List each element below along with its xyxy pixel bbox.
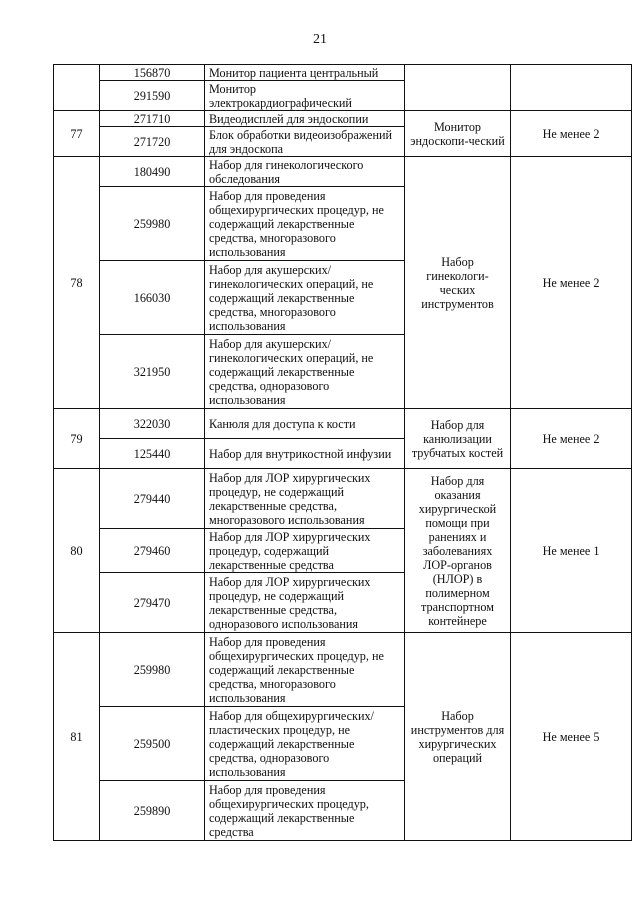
table-row (54, 65, 632, 81)
item-name: Канюля для доступа к кости (205, 409, 405, 439)
item-name: Набор для гинекологического обследования (205, 157, 405, 187)
item-code: 271720 (100, 127, 205, 157)
item-code: 279460 (100, 529, 205, 573)
item-name: Монитор электрокардиографический (205, 81, 405, 111)
item-name: Набор для проведения общехирургических процедур, не содержащий лекарственные средства, многоразового использования (205, 187, 405, 261)
row-number: 79 (54, 409, 100, 469)
item-name: Набор для ЛОР хирургических процедур, не содержащий лекарственные средства, одноразового использования (205, 573, 405, 633)
item-code: 271710 (100, 111, 205, 127)
item-code: 321950 (100, 335, 205, 409)
group-name: Набор для канюлизации трубчатых костей (405, 409, 511, 469)
item-name: Набор для акушерских/гинекологических операций, не содержащий лекарственные средства, многоразового использования (205, 261, 405, 335)
row-number: 81 (54, 633, 100, 841)
item-name: Набор для проведения общехирургических процедур, не содержащий лекарственные средства, многоразового использования (205, 633, 405, 707)
group-name: Набор гинекологи-ческих инструментов (405, 157, 511, 409)
item-code: 166030 (100, 261, 205, 335)
quantity (511, 65, 632, 111)
item-code: 259890 (100, 781, 205, 841)
group-name: Набор для оказания хирургической помощи при ранениях и заболеваниях ЛОР-органов (НЛОР) в полимерном транспортном контейнере (405, 469, 511, 633)
item-code: 279440 (100, 469, 205, 529)
quantity: Не менее 2 (511, 409, 632, 469)
table-row (54, 111, 632, 127)
group-name: Набор инструментов для хирургических операций (405, 633, 511, 841)
item-code: 259980 (100, 633, 205, 707)
item-code: 125440 (100, 439, 205, 469)
table-row (54, 157, 632, 187)
quantity: Не менее 1 (511, 469, 632, 633)
item-code: 322030 (100, 409, 205, 439)
item-name: Набор для внутрикостной инфузии (205, 439, 405, 469)
item-code: 259500 (100, 707, 205, 781)
quantity: Не менее 5 (511, 633, 632, 841)
item-code: 279470 (100, 573, 205, 633)
item-code: 291590 (100, 81, 205, 111)
table-row (54, 633, 632, 707)
page-number: 21 (313, 32, 327, 47)
quantity: Не менее 2 (511, 157, 632, 409)
item-name: Блок обработки видеоизображений для эндоскопа (205, 127, 405, 157)
item-name: Набор для акушерских/гинекологических операций, не содержащий лекарственные средства, одноразового использования (205, 335, 405, 409)
group-name: Монитор эндоскопи-ческий (405, 111, 511, 157)
item-code: 180490 (100, 157, 205, 187)
item-name: Набор для ЛОР хирургических процедур, не содержащий лекарственные средства, многоразового использования (205, 469, 405, 529)
item-name: Видеодисплей для эндоскопии (205, 111, 405, 127)
row-number (54, 65, 100, 111)
item-name: Набор для проведения общехирургических процедур, содержащий лекарственные средства (205, 781, 405, 841)
item-code: 156870 (100, 65, 205, 81)
table-row (54, 469, 632, 529)
group-name (405, 65, 511, 111)
item-name: Набор для ЛОР хирургических процедур, содержащий лекарственные средства (205, 529, 405, 573)
quantity: Не менее 2 (511, 111, 632, 157)
row-number: 80 (54, 469, 100, 633)
row-number: 77 (54, 111, 100, 157)
table-row (54, 409, 632, 439)
item-code: 259980 (100, 187, 205, 261)
row-number: 78 (54, 157, 100, 409)
equipment-table (53, 64, 632, 841)
item-name: Набор для общехирургических/ пластических процедур, не содержащий лекарственные средства, одноразового использования (205, 707, 405, 781)
item-name: Монитор пациента центральный (205, 65, 405, 81)
